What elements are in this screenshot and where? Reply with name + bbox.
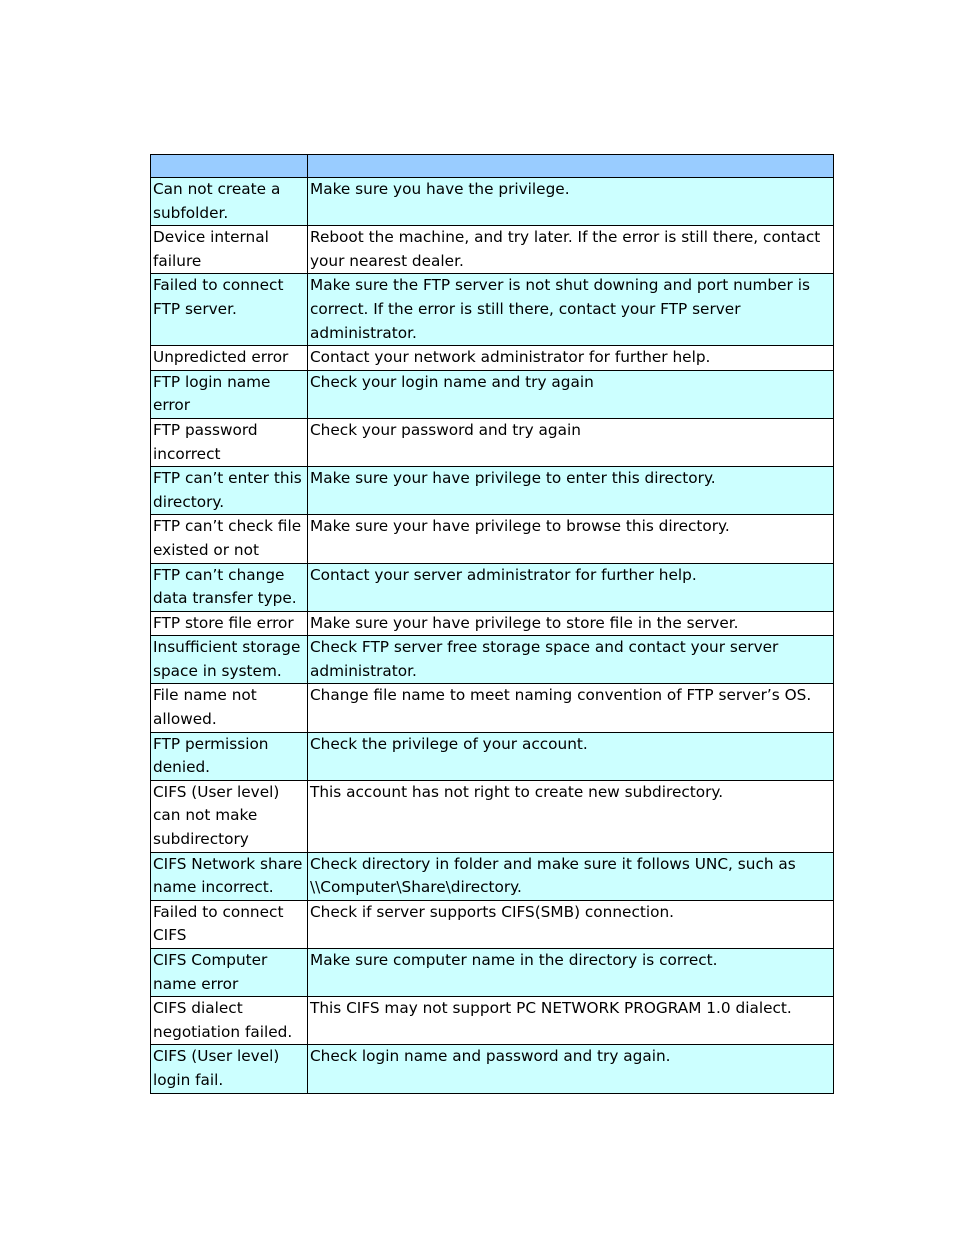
solution-cell: Make sure your have privilege to enter this directory. [308, 467, 834, 515]
error-message-cell: FTP can’t change data transfer type. [151, 563, 308, 611]
header-cell-solution [308, 155, 834, 178]
table-row [151, 467, 834, 515]
error-message-cell: CIFS dialect negotiation failed. [151, 997, 308, 1045]
error-message-cell: Failed to connect CIFS [151, 900, 308, 948]
header-cell-error [151, 155, 308, 178]
error-message-cell: Failed to connect FTP server. [151, 274, 308, 346]
solution-cell: Check your login name and try again [308, 370, 834, 418]
table-row [151, 900, 834, 948]
error-message-cell: Unpredicted error [151, 346, 308, 371]
solution-cell: Make sure your have privilege to store file in the server. [308, 611, 834, 636]
solution-cell: Check directory in folder and make sure it follows UNC, such as \\Computer\Share\directory. [308, 852, 834, 900]
table-row [151, 226, 834, 274]
table-row [151, 780, 834, 852]
solution-cell: Change file name to meet naming convention of FTP server’s OS. [308, 684, 834, 732]
table-header-row [151, 155, 834, 178]
error-message-cell: Can not create a subfolder. [151, 178, 308, 226]
solution-cell: Check the privilege of your account. [308, 732, 834, 780]
table-row [151, 515, 834, 563]
error-message-cell: CIFS (User level) can not make subdirectory [151, 780, 308, 852]
table-row [151, 346, 834, 371]
solution-cell: Make sure your have privilege to browse this directory. [308, 515, 834, 563]
error-message-cell: File name not allowed. [151, 684, 308, 732]
table-row [151, 636, 834, 684]
table-row [151, 732, 834, 780]
table-row [151, 370, 834, 418]
error-message-cell: FTP can’t enter this directory. [151, 467, 308, 515]
error-message-table [150, 154, 834, 1094]
table-row [151, 563, 834, 611]
error-message-cell: CIFS Computer name error [151, 949, 308, 997]
error-message-cell: FTP store file error [151, 611, 308, 636]
solution-cell: Make sure you have the privilege. [308, 178, 834, 226]
table-body [151, 178, 834, 1094]
solution-cell: Check your password and try again [308, 418, 834, 466]
table-row [151, 684, 834, 732]
solution-cell: Make sure computer name in the directory is correct. [308, 949, 834, 997]
solution-cell: Contact your network administrator for further help. [308, 346, 834, 371]
table-row [151, 1045, 834, 1093]
error-message-cell: CIFS (User level) login fail. [151, 1045, 308, 1093]
table-row [151, 274, 834, 346]
table-row [151, 949, 834, 997]
solution-cell: Check if server supports CIFS(SMB) connection. [308, 900, 834, 948]
solution-cell: Check login name and password and try again. [308, 1045, 834, 1093]
error-message-cell: FTP permission denied. [151, 732, 308, 780]
table-row [151, 418, 834, 466]
table-row [151, 178, 834, 226]
solution-cell: This account has not right to create new subdirectory. [308, 780, 834, 852]
error-message-cell: Insufficient storage space in system. [151, 636, 308, 684]
error-message-cell: FTP password incorrect [151, 418, 308, 466]
table-row [151, 611, 834, 636]
solution-cell: Check FTP server free storage space and contact your server administrator. [308, 636, 834, 684]
table-row [151, 852, 834, 900]
error-message-cell: Device internal failure [151, 226, 308, 274]
solution-cell: Contact your server administrator for further help. [308, 563, 834, 611]
error-message-cell: FTP can’t check file existed or not [151, 515, 308, 563]
solution-cell: Make sure the FTP server is not shut downing and port number is correct. If the error is still there, contact your FTP server administrator. [308, 274, 834, 346]
error-message-cell: CIFS Network share name incorrect. [151, 852, 308, 900]
table-row [151, 997, 834, 1045]
solution-cell: Reboot the machine, and try later. If the error is still there, contact your nearest dealer. [308, 226, 834, 274]
solution-cell: This CIFS may not support PC NETWORK PROGRAM 1.0 dialect. [308, 997, 834, 1045]
error-message-cell: FTP login name error [151, 370, 308, 418]
